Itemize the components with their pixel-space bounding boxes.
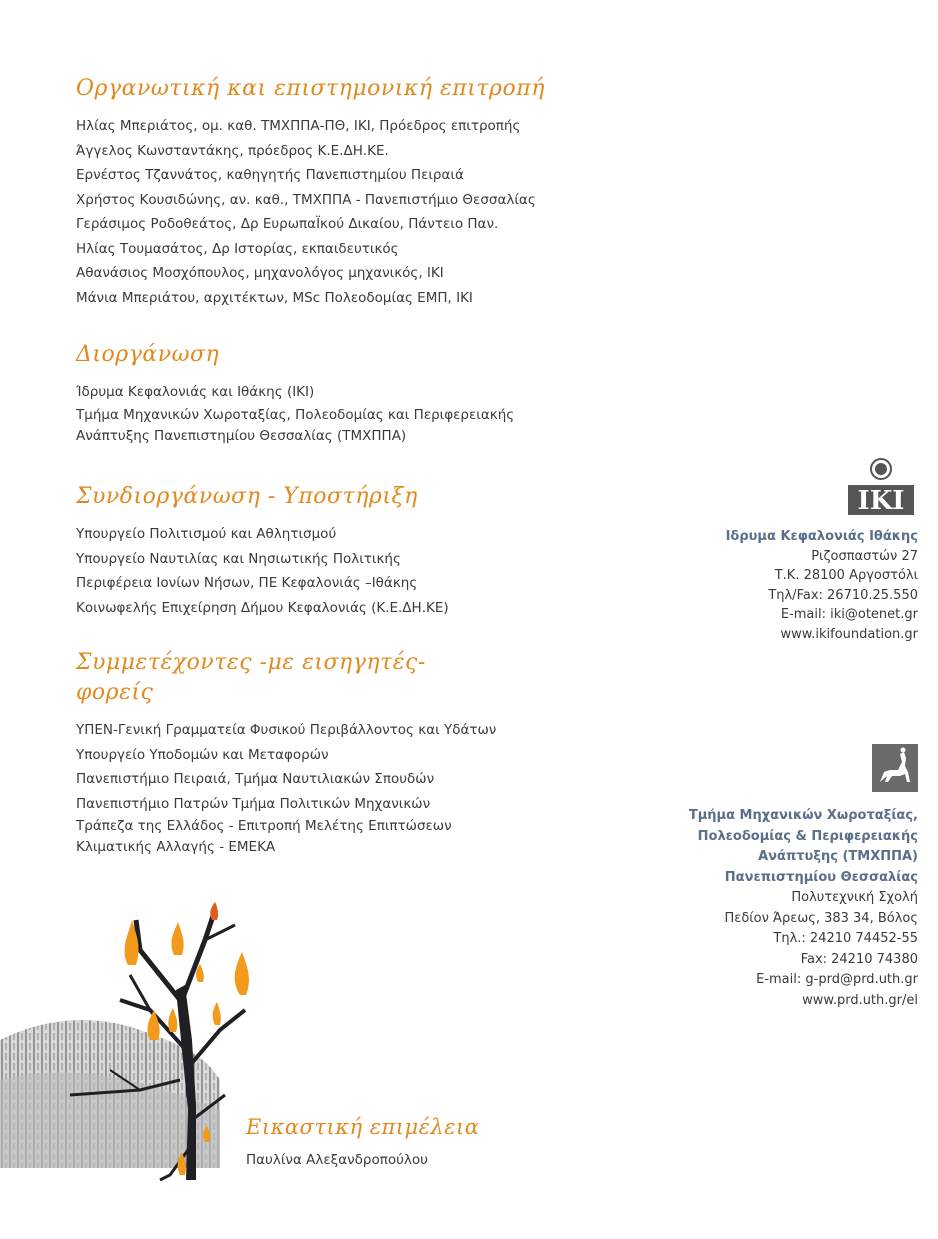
organization-section: [76, 340, 526, 450]
list-item: Πανεπιστήμιο Πατρών Τμήμα Πολιτικών Μηχανικών: [76, 795, 431, 812]
list-item: Αθανάσιος Μοσχόπουλος, μηχανολόγος μηχανικός, ΙΚΙ: [76, 265, 444, 281]
iki-logo: [846, 458, 916, 516]
uth-web[interactable]: www.prd.uth.gr/el: [802, 992, 918, 1008]
list-item: Μάνια Μπεριάτου, αρχιτέκτων, MSc Πολεοδομίας ΕΜΠ, ΙΚΙ: [76, 289, 473, 306]
uth-email[interactable]: E-mail: g-prd@prd.uth.gr: [756, 972, 918, 987]
artistic-credit: [246, 1112, 479, 1173]
credit-name: Παυλίνα Αλεξανδροπούλου: [246, 1152, 428, 1168]
iki-postal: Τ.Κ. 28100 Αργοστόλι: [774, 568, 918, 583]
organization-heading: Διοργάνωση: [76, 342, 220, 367]
iki-phone: Τηλ/Fax: 26710.25.550: [768, 587, 918, 603]
iki-contact: [726, 527, 918, 644]
uth-school: Πολυτεχνική Σχολή: [791, 890, 918, 905]
list-item: Χρήστος Κουσιδώνης, αν. καθ., ΤΜΧΠΠΑ - Πανεπιστήμιο Θεσσαλίας: [76, 191, 536, 208]
burning-tree-illustration: [0, 880, 250, 1190]
list-item: Ερνέστος Τζαννάτος, καθηγητής Πανεπιστημίου Πειραιά: [76, 167, 464, 183]
list-item: Πανεπιστήμιο Πειραιά, Τμήμα Ναυτιλιακών Σπουδών: [76, 771, 435, 787]
uth-address: Πεδίον Άρεως, 383 34, Βόλος: [724, 910, 918, 926]
participants-heading: Συμμετέχοντες -με εισηγητές- φορείς: [76, 650, 426, 705]
coorganization-heading: Συνδιοργάνωση - Υποστήριξη: [76, 484, 418, 509]
list-item: Τράπεζα της Ελλάδος - Επιτροπή Μελέτης Επιπτώσεων Κλιματικής Αλλαγής - ΕΜΕΚΑ: [76, 818, 452, 855]
centaur-icon: [872, 744, 918, 792]
iki-logo-text: ΙΚΙ: [857, 486, 905, 516]
list-item: Ίδρυμα Κεφαλονιάς και Ιθάκης (ΙΚΙ): [76, 384, 315, 400]
committee-section: [76, 74, 676, 310]
coorganization-section: [76, 482, 676, 620]
uth-name-2: Πολεοδομίας & Περιφερειακής: [697, 828, 918, 844]
uth-name-3: Ανάπτυξης (ΤΜΧΠΠΑ): [758, 849, 918, 864]
uth-fax: Fax: 24210 74380: [800, 951, 918, 967]
uth-logo: [872, 744, 918, 792]
list-item: Υπουργείο Υποδομών και Μεταφορών: [76, 746, 329, 763]
uth-phone: Τηλ.: 24210 74452-55: [773, 931, 918, 946]
list-item: Ηλίας Τουμασάτος, Δρ Ιστορίας, εκπαιδευτικός: [76, 240, 399, 257]
list-item: Υπουργείο Ναυτιλίας και Νησιωτικής Πολιτικής: [76, 550, 401, 567]
list-item: Υπουργείο Πολιτισμού και Αθλητισμού: [76, 526, 337, 542]
list-item: ΥΠΕΝ-Γενική Γραμματεία Φυσικού Περιβάλλοντος και Υδάτων: [76, 722, 497, 738]
iki-name: Ιδρυμα Κεφαλονιάς Ιθάκης: [725, 529, 918, 544]
uth-name-4: Πανεπιστημίου Θεσσαλίας: [724, 869, 918, 885]
credit-heading: Εικαστική επιμέλεια: [246, 1115, 480, 1139]
iki-emblem-icon: [846, 458, 916, 516]
iki-web[interactable]: www.ikifoundation.gr: [780, 626, 918, 642]
list-item: Άγγελος Κωνσταντάκης, πρόεδρος Κ.Ε.ΔΗ.ΚΕ.: [76, 142, 389, 159]
list-item: Κοινωφελής Επιχείρηση Δήμου Κεφαλονιάς (Κ.Ε.ΔΗ.ΚΕ): [76, 599, 449, 616]
list-item: Περιφέρεια Ιονίων Νήσων, ΠΕ Κεφαλονιάς –Ιθάκης: [76, 575, 418, 591]
uth-contact: [689, 806, 918, 1011]
iki-email[interactable]: E-mail: iki@otenet.gr: [780, 607, 918, 622]
list-item: Γεράσιμος Ροδοθεάτος, Δρ ΕυρωπαΪκού Δικαίου, Πάντειο Παν.: [76, 216, 499, 232]
committee-heading: Οργανωτική και επιστημονική επιτροπή: [76, 76, 545, 101]
participants-section: [76, 648, 497, 861]
iki-address: Ριζοσπαστών 27: [811, 548, 918, 564]
list-item: Τμήμα Μηχανικών Χωροταξίας, Πολεοδομίας και Περιφερειακής Ανάπτυξης Πανεπιστημίου Θεσσαλίας (ΤΜΧΠΠΑ): [76, 406, 515, 444]
list-item: Ηλίας Μπεριάτος, ομ. καθ. ΤΜΧΠΠΑ-ΠΘ, ΙΚΙ, Πρόεδρος επιτροπής: [76, 118, 521, 134]
uth-name-1: Τμήμα Μηχανικών Χωροταξίας,: [688, 808, 918, 823]
